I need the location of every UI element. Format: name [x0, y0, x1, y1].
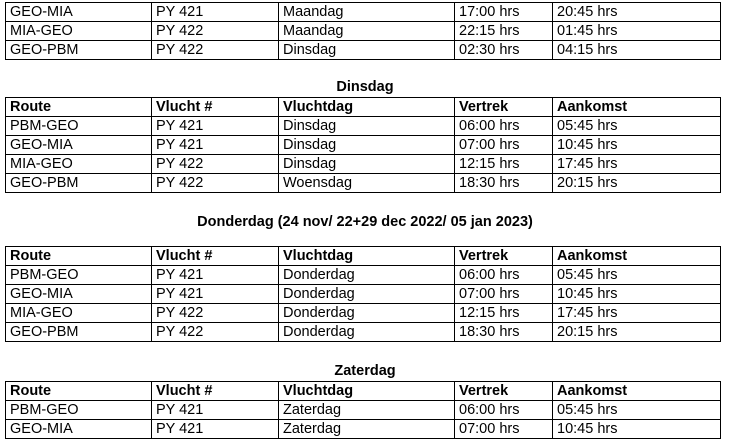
- day-cell: Maandag: [279, 3, 455, 22]
- schedule-table-maandag: [5, 2, 721, 60]
- table-row: [6, 285, 721, 304]
- flight-cell: PY 421: [152, 3, 279, 22]
- flight-cell: PY 422: [152, 22, 279, 41]
- column-header-route: Route: [6, 247, 152, 266]
- table-row: [6, 266, 721, 285]
- route-cell: GEO-PBM: [6, 174, 152, 193]
- header-row: [6, 382, 721, 401]
- schedule-table-donderdag: [5, 246, 721, 342]
- table-row: [6, 401, 721, 420]
- table-row: [6, 117, 721, 136]
- arrival-cell: 20:15 hrs: [553, 323, 721, 342]
- departure-cell: 07:00 hrs: [455, 136, 553, 155]
- day-cell: Woensdag: [279, 174, 455, 193]
- flight-cell: PY 421: [152, 420, 279, 439]
- day-cell: Donderdag: [279, 304, 455, 323]
- column-header-arrival: Aankomst: [553, 247, 721, 266]
- route-cell: GEO-MIA: [6, 136, 152, 155]
- departure-cell: 22:15 hrs: [455, 22, 553, 41]
- arrival-cell: 01:45 hrs: [553, 22, 721, 41]
- flight-cell: PY 421: [152, 401, 279, 420]
- day-cell: Donderdag: [279, 323, 455, 342]
- column-header-day: Vluchtdag: [279, 382, 455, 401]
- day-cell: Maandag: [279, 22, 455, 41]
- arrival-cell: 04:15 hrs: [553, 41, 721, 60]
- column-header-day: Vluchtdag: [279, 247, 455, 266]
- arrival-cell: 10:45 hrs: [553, 420, 721, 439]
- section-title-zaterdag: Zaterdag: [334, 363, 396, 379]
- departure-cell: 06:00 hrs: [455, 401, 553, 420]
- route-cell: GEO-MIA: [6, 285, 152, 304]
- route-cell: PBM-GEO: [6, 117, 152, 136]
- flight-cell: PY 422: [152, 323, 279, 342]
- header-row: [6, 247, 721, 266]
- arrival-cell: 05:45 hrs: [553, 266, 721, 285]
- day-cell: Dinsdag: [279, 41, 455, 60]
- arrival-cell: 20:45 hrs: [553, 3, 721, 22]
- flight-cell: PY 422: [152, 174, 279, 193]
- arrival-cell: 05:45 hrs: [553, 117, 721, 136]
- departure-cell: 18:30 hrs: [455, 174, 553, 193]
- route-cell: MIA-GEO: [6, 155, 152, 174]
- day-cell: Dinsdag: [279, 155, 455, 174]
- table-row: [6, 3, 721, 22]
- table-row: [6, 304, 721, 323]
- route-cell: GEO-MIA: [6, 3, 152, 22]
- arrival-cell: 05:45 hrs: [553, 401, 721, 420]
- table-row: [6, 420, 721, 439]
- day-cell: Zaterdag: [279, 420, 455, 439]
- column-header-day: Vluchtdag: [279, 98, 455, 117]
- route-cell: MIA-GEO: [6, 304, 152, 323]
- schedule-table-dinsdag: [5, 97, 721, 193]
- column-header-arrival: Aankomst: [553, 382, 721, 401]
- arrival-cell: 20:15 hrs: [553, 174, 721, 193]
- departure-cell: 12:15 hrs: [455, 155, 553, 174]
- table-row: [6, 136, 721, 155]
- arrival-cell: 17:45 hrs: [553, 155, 721, 174]
- departure-cell: 12:15 hrs: [455, 304, 553, 323]
- departure-cell: 07:00 hrs: [455, 420, 553, 439]
- day-cell: Donderdag: [279, 285, 455, 304]
- schedule-table-zaterdag: [5, 381, 721, 439]
- route-cell: GEO-PBM: [6, 41, 152, 60]
- column-header-route: Route: [6, 382, 152, 401]
- departure-cell: 07:00 hrs: [455, 285, 553, 304]
- route-cell: PBM-GEO: [6, 401, 152, 420]
- route-cell: PBM-GEO: [6, 266, 152, 285]
- flight-cell: PY 422: [152, 41, 279, 60]
- day-cell: Dinsdag: [279, 136, 455, 155]
- day-cell: Dinsdag: [279, 117, 455, 136]
- departure-cell: 06:00 hrs: [455, 266, 553, 285]
- flight-cell: PY 421: [152, 266, 279, 285]
- flight-cell: PY 421: [152, 117, 279, 136]
- arrival-cell: 10:45 hrs: [553, 136, 721, 155]
- table-row: [6, 174, 721, 193]
- arrival-cell: 17:45 hrs: [553, 304, 721, 323]
- section-title-dinsdag: Dinsdag: [336, 79, 394, 95]
- column-header-flight: Vlucht #: [152, 382, 279, 401]
- table-row: [6, 323, 721, 342]
- column-header-route: Route: [6, 98, 152, 117]
- table-row: [6, 41, 721, 60]
- column-header-arrival: Aankomst: [553, 98, 721, 117]
- departure-cell: 18:30 hrs: [455, 323, 553, 342]
- route-cell: GEO-MIA: [6, 420, 152, 439]
- arrival-cell: 10:45 hrs: [553, 285, 721, 304]
- column-header-departure: Vertrek: [455, 247, 553, 266]
- section-title-donderdag: Donderdag (24 nov/ 22+29 dec 2022/ 05 jan 2023): [197, 214, 533, 230]
- departure-cell: 17:00 hrs: [455, 3, 553, 22]
- column-header-departure: Vertrek: [455, 98, 553, 117]
- day-cell: Zaterdag: [279, 401, 455, 420]
- flight-cell: PY 421: [152, 136, 279, 155]
- column-header-flight: Vlucht #: [152, 98, 279, 117]
- column-header-flight: Vlucht #: [152, 247, 279, 266]
- flight-cell: PY 421: [152, 285, 279, 304]
- flight-cell: PY 422: [152, 155, 279, 174]
- table-row: [6, 155, 721, 174]
- departure-cell: 06:00 hrs: [455, 117, 553, 136]
- table-row: [6, 22, 721, 41]
- header-row: [6, 98, 721, 117]
- route-cell: MIA-GEO: [6, 22, 152, 41]
- flight-cell: PY 422: [152, 304, 279, 323]
- day-cell: Donderdag: [279, 266, 455, 285]
- departure-cell: 02:30 hrs: [455, 41, 553, 60]
- route-cell: GEO-PBM: [6, 323, 152, 342]
- column-header-departure: Vertrek: [455, 382, 553, 401]
